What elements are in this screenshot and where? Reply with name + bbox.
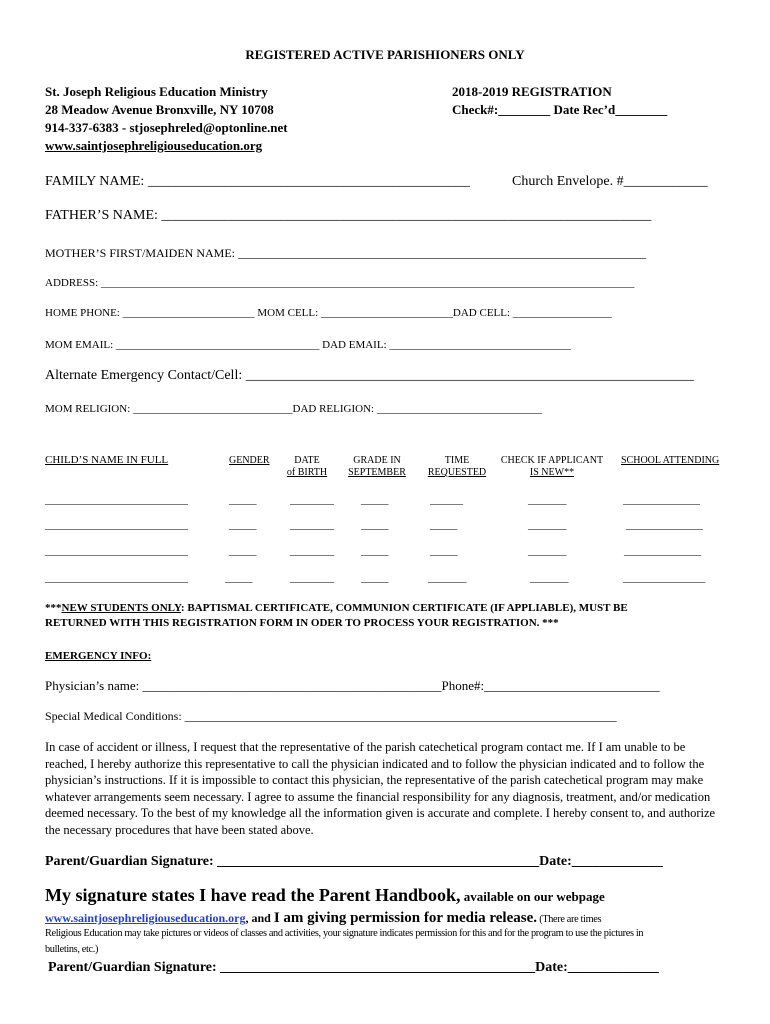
child-grade-input[interactable]: _____ xyxy=(361,494,389,506)
mother-name-field[interactable]: MOTHER’S FIRST/MAIDEN NAME: ____________________________________________________________________ xyxy=(45,246,647,260)
child-grade-input[interactable]: _____ xyxy=(361,519,389,531)
org-address: 28 Meadow Avenue Bronxville, NY 10708 xyxy=(45,102,274,117)
check-date-line: Check#:________ Date Rec’d________ xyxy=(452,102,668,117)
header-dob-2: of BIRTH xyxy=(286,467,328,478)
org-website[interactable]: www.saintjosephreligiouseducation.org xyxy=(45,138,263,153)
religion-fields[interactable]: MOM RELIGION: _____________________________DAD RELIGION: ______________________________ xyxy=(45,403,542,415)
header-gender: GENDER xyxy=(229,455,270,466)
child-gender-input[interactable]: _____ xyxy=(229,494,257,506)
fine-print-line-1: Religious Education may take pictures or videos of classes and activities, your signature indicates permission for this and for the program to use the pictures in xyxy=(45,928,644,939)
child-time-input[interactable]: _____ xyxy=(430,545,458,557)
signature-line-2[interactable]: Parent/Guardian Signature: _____________________________________________Date:_____________ xyxy=(48,960,659,975)
child-gender-input[interactable]: _____ xyxy=(229,545,257,557)
fine-print-start: (There are times xyxy=(537,914,602,925)
child-gender-input[interactable]: _____ xyxy=(229,519,257,531)
new-students-notice-line-1 xyxy=(45,602,628,614)
new-students-notice-line-2: RETURNED WITH THIS REGISTRATION FORM IN ODER TO PROCESS YOUR REGISTRATION. *** xyxy=(45,617,559,629)
child-dob-input[interactable]: ________ xyxy=(290,494,334,506)
child-school-input[interactable]: ______________ xyxy=(624,545,701,557)
org-contact: 914-337-6383 - stjosephreled@optonline.net xyxy=(45,120,288,135)
media-release-statement: I am giving permission for media release. xyxy=(273,910,538,926)
phone-fields[interactable]: HOME PHONE: ________________________ MOM CELL: ________________________DAD CELL: __________________ xyxy=(45,307,612,319)
child-new-check[interactable]: _______ xyxy=(528,519,567,531)
header-time-1: TIME xyxy=(444,455,470,466)
website-link[interactable]: www.saintjosephreligiouseducation.org xyxy=(45,911,246,925)
child-gender-input[interactable]: _____ xyxy=(225,572,253,584)
page-title: REGISTERED ACTIVE PARISHIONERS ONLY xyxy=(245,47,525,62)
child-new-check[interactable]: _______ xyxy=(528,494,567,506)
church-envelope-field[interactable]: Church Envelope. #____________ xyxy=(512,174,708,189)
header-dob-1: DATE xyxy=(294,455,320,466)
physician-field[interactable]: Physician’s name: ______________________________________________Phone#:___________________________ xyxy=(45,678,660,693)
child-grade-input[interactable]: _____ xyxy=(361,572,389,584)
header-new-2: IS NEW** xyxy=(529,467,575,478)
header-grade-2: SEPTEMBER xyxy=(348,467,406,478)
address-field[interactable]: ADDRESS: _________________________________________________________________________________________________ xyxy=(45,277,635,289)
child-dob-input[interactable]: ________ xyxy=(290,519,334,531)
child-time-input[interactable]: _______ xyxy=(428,572,467,584)
header-child-name: CHILD’S NAME IN FULL xyxy=(45,454,169,466)
child-name-input[interactable]: __________________________ xyxy=(45,519,188,531)
child-name-input[interactable]: __________________________ xyxy=(45,494,188,506)
handbook-line-1 xyxy=(45,885,605,906)
child-school-input[interactable]: ______________ xyxy=(623,494,700,506)
emergency-heading: EMERGENCY INFO: xyxy=(45,650,152,662)
header-school: SCHOOL ATTENDING xyxy=(621,455,720,466)
child-new-check[interactable]: _______ xyxy=(528,545,567,557)
and-text: , and xyxy=(245,911,274,925)
child-school-input[interactable]: _______________ xyxy=(623,572,706,584)
notice-label: NEW STUDENTS ONLY xyxy=(61,602,181,614)
child-time-input[interactable]: ______ xyxy=(430,494,463,506)
alternate-contact-field[interactable]: Alternate Emergency Contact/Cell: ________________________________________________________________ xyxy=(45,368,694,383)
consent-paragraph: In case of accident or illness, I request that the representative of the parish catechetical program contact me. If I am unable to be reached, I hereby authorize this representative to call the physician indicated and to follow the physician indicated and to follow the physician’s instructions. If it is impossible to contact this physician, the representative of the parish catechetical program may make whatever arrangements seem necessary. I agree to assume the financial responsibility for any diagnosis, treatment, and/or medication deemed necessary. To the best of my knowledge all the information given is accurate and complete. I hereby consent to, and authorize the necessary procedures that have been stated above. xyxy=(45,740,716,837)
handbook-statement: My signature states I have read the Parent Handbook, xyxy=(45,885,461,905)
family-name-field[interactable]: FAMILY NAME: ______________________________________________ xyxy=(45,174,470,189)
child-time-input[interactable]: _____ xyxy=(430,519,458,531)
handbook-line-2 xyxy=(45,909,601,927)
child-dob-input[interactable]: ________ xyxy=(290,572,334,584)
child-new-check[interactable]: _______ xyxy=(530,572,569,584)
header-time-2: REQUESTED xyxy=(427,467,487,478)
fine-print-line-2: bulletins, etc.) xyxy=(45,944,99,955)
child-name-input[interactable]: __________________________ xyxy=(45,545,188,557)
org-name: St. Joseph Religious Education Ministry xyxy=(45,84,268,99)
child-name-input[interactable]: __________________________ xyxy=(45,572,188,584)
notice-prefix: *** xyxy=(45,602,62,614)
signature-line-1[interactable]: Parent/Guardian Signature: ______________________________________________Date:_____________ xyxy=(45,854,663,869)
registration-year: 2018-2019 REGISTRATION xyxy=(452,84,612,99)
email-fields[interactable]: MOM EMAIL: _____________________________________ DAD EMAIL: _________________________________ xyxy=(45,339,571,351)
child-grade-input[interactable]: _____ xyxy=(361,545,389,557)
header-new-1: CHECK IF APPLICANT xyxy=(500,455,604,466)
medical-conditions-field[interactable]: Special Medical Conditions: ________________________________________________________________________ xyxy=(45,709,617,723)
father-name-field[interactable]: FATHER’S NAME: ______________________________________________________________________ xyxy=(45,208,652,223)
child-school-input[interactable]: ______________ xyxy=(626,519,703,531)
child-dob-input[interactable]: ________ xyxy=(290,545,334,557)
notice-text-1: : BAPTISMAL CERTIFICATE, COMMUNION CERTIFICATE (IF APPLIABLE), MUST BE xyxy=(180,602,628,614)
handbook-available: available on our webpage xyxy=(460,889,605,904)
header-grade-1: GRADE IN xyxy=(353,455,401,466)
